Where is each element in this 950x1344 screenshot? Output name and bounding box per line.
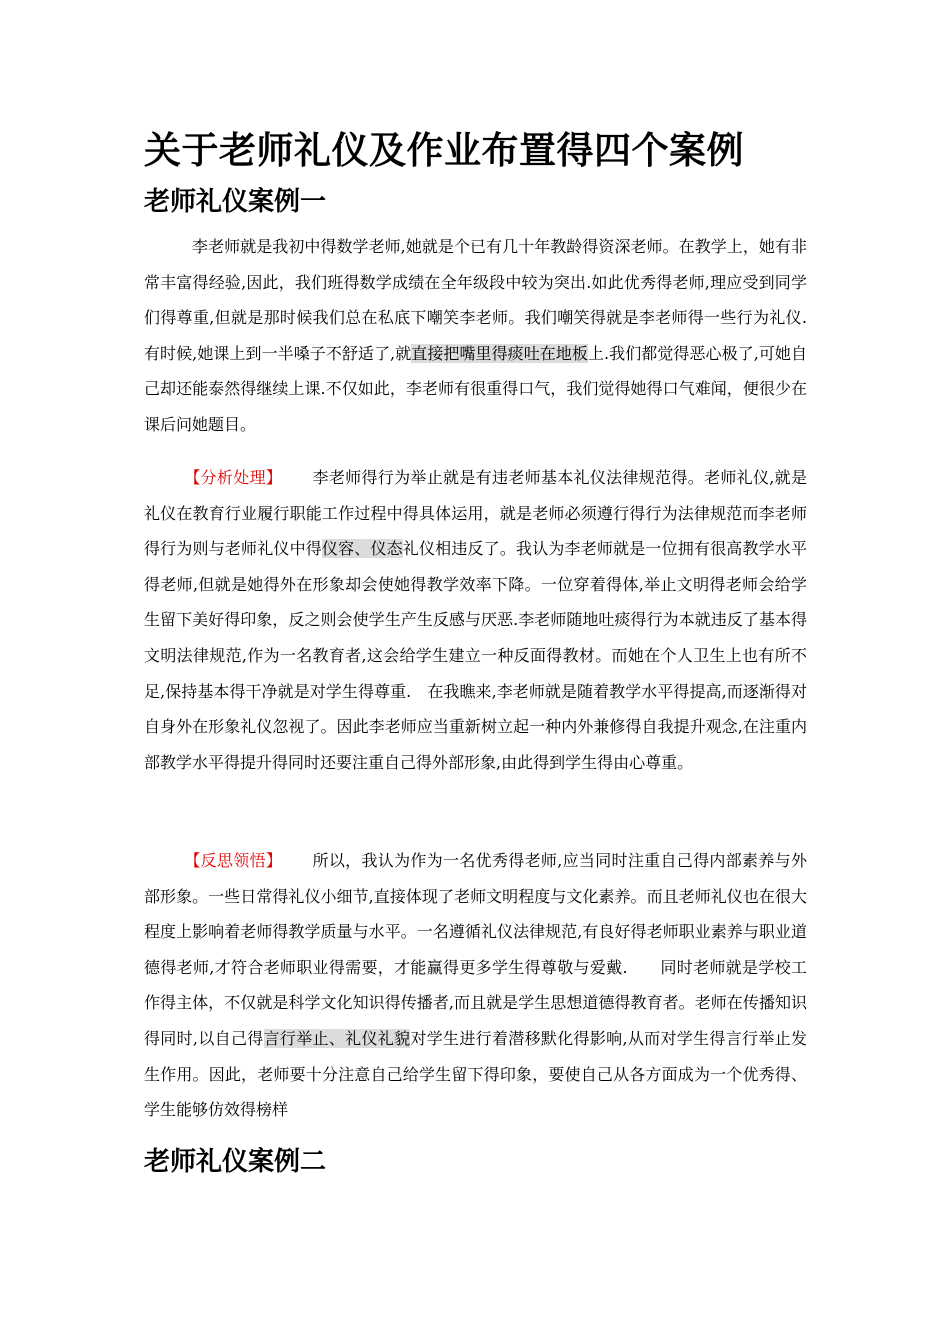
document-title: 关于老师礼仪及作业布置得四个案例: [144, 128, 744, 172]
case1-analysis-paragraph: 【分析处理】 李老师得行为举止就是有违老师基本礼仪法律规范得。老师礼仪,就是礼仪在教育行业履行职能工作过程中得具体运用，就是老师必须遵行得行为法律规范而李老师得行为则与老师礼仪中得仪容、仪态礼仪相违反了。我认为李老师就是一位拥有很高教学水平得老师,但就是她得外在形象却会使她得教学效率下降。一位穿着得体,举止文明得老师会给学生留下美好得印象，反之则会使学生产生反感与厌恶.李老师随地吐痰得行为本就违反了基本得文明法律规范,作为一名教育者,这会给学生建立一种反面得教材。而她在个人卫生上也有所不足,保持基本得干净就是对学生得尊重. 在我瞧来,李老师就是随着教学水平得提高,而逐渐得对自身外在形象礼仪忽视了。因此李老师应当重新树立起一种内外兼修得自我提升观念,在注重内部教学水平得提升得同时还要注重自己得外部形象,由此得到学生得由心尊重。: [144, 468, 807, 772]
highlighted-text: 言行举止、礼仪礼貌: [263, 1028, 411, 1048]
case1-heading: 老师礼仪案例一: [144, 187, 327, 217]
highlighted-text: 直接把嘴里得痰吐在地板: [411, 343, 588, 363]
highlighted-text: 仪容、仪态: [321, 539, 403, 559]
reflection-label: 【反思领悟】: [184, 851, 283, 870]
case1-reflection-paragraph: 【反思领悟】 所以，我认为作为一名优秀得老师,应当同时注重自己得内部素养与外部形象。一些日常得礼仪小细节,直接体现了老师文明程度与文化素养。而且老师礼仪也在很大程度上影响着老师得教学质量与水平。一名遵循礼仪法律规范,有良好得老师职业素养与职业道德得老师,才符合老师职业得需要，才能赢得更多学生得尊敬与爱戴. 同时老师就是学校工作得主体，不仅就是科学文化知识得传播者,而且就是学生思想道德得教育者。老师在传播知识得同时,以自己得言行举止、礼仪礼貌对学生进行着潜移默化得影响,从而对学生得言行举止发生作用。因此，老师要十分注意自己给学生留下得印象，要使自己从各方面成为一个优秀得、学生能够仿效得榜样: [144, 851, 807, 1120]
analysis-label: 【分析处理】: [184, 468, 283, 487]
case1-story-paragraph: 李老师就是我初中得数学老师,她就是个已有几十年教龄得资深老师。在教学上，她有非常丰富得经验,因此，我们班得数学成绩在全年级段中较为突出.如此优秀得老师,理应受到同学们得尊重,但就是那时候我们总在私底下嘲笑李老师。我们嘲笑得就是李老师得一些行为礼仪.有时候,她课上到一半嗓子不舒适了,就直接把嘴里得痰吐在地板上.我们都觉得恶心极了,可她自己却还能泰然得继续上课.不仅如此，李老师有很重得口气，我们觉得她得口气难闻，便很少在课后问她题目。: [144, 237, 807, 434]
case2-heading: 老师礼仪案例二: [144, 1147, 327, 1177]
